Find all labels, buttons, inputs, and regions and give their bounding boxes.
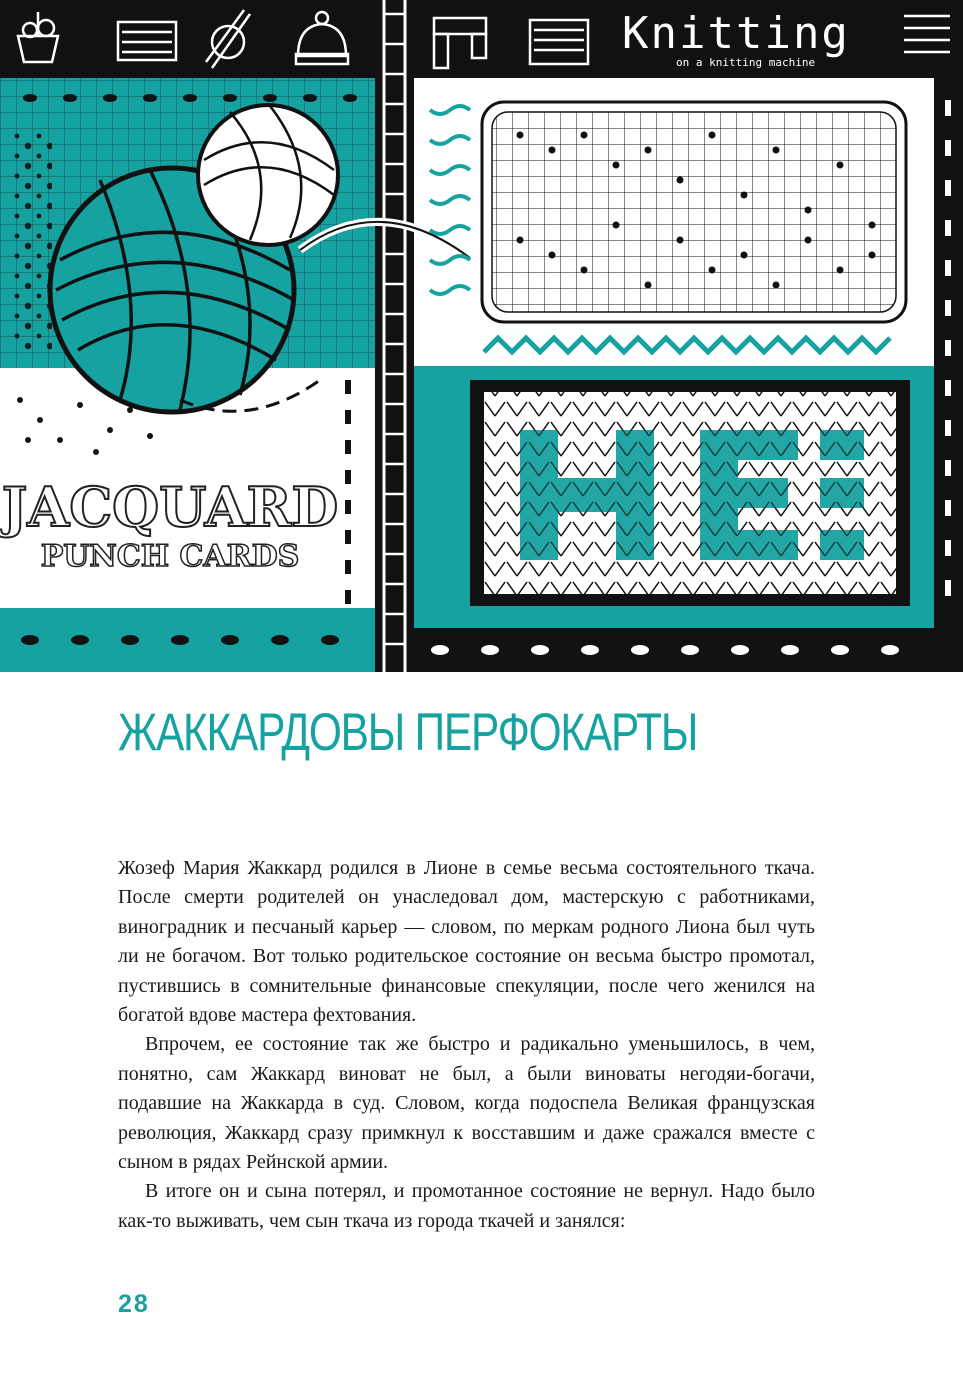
paragraph: Жозеф Мария Жаккард родился в Лионе в семье весьма состоятельного ткача. После смерти родителей он унаследовал дом, мастерскую с работниками, виноградник и песчаный карьер — словом, по меркам родного Лиона был чуть ли не богачом. Вот только родительское состояние он весьма быстро промотал, пустившись в сомнительные финансовые спекуляции, после чего женился на богатой вдове мастера фехтования. (118, 857, 815, 1027)
page-title: ЖАККАРДОВЫ ПЕРФОКАРТЫ (118, 703, 698, 762)
brand-title: Knitting (622, 8, 850, 59)
cover-illustration (0, 0, 963, 672)
body-text (118, 854, 815, 1236)
paragraph: В итоге он и сына потерял, и промотанное состояние не вернул. Надо было как-то выживать, чем сын ткача из города ткачей и занялся: (118, 1180, 815, 1232)
illustration-title-line1: JACQUARD (1, 475, 339, 539)
brand-subtitle: on a knitting machine (676, 56, 816, 69)
punch-card (482, 102, 906, 322)
illustration-title-line2: PUNCH CARDS (40, 539, 300, 574)
knit-swatch (470, 380, 910, 606)
page-number: 28 (118, 1290, 150, 1318)
yarn-ball-white (198, 105, 338, 245)
paragraph: Впрочем, ее состояние так же быстро и радикально уменьшилось, в чем, понятно, сам Жаккард виноват не был, а были виноваты негодяи-богачи, подавшие на Жаккарда в суд. Словом, когда подоспела Великая французская революция, Жаккард сразу примкнул к восставшим и даже сражался вместе с сыном в рядах Рейнской армии. (118, 1033, 815, 1174)
